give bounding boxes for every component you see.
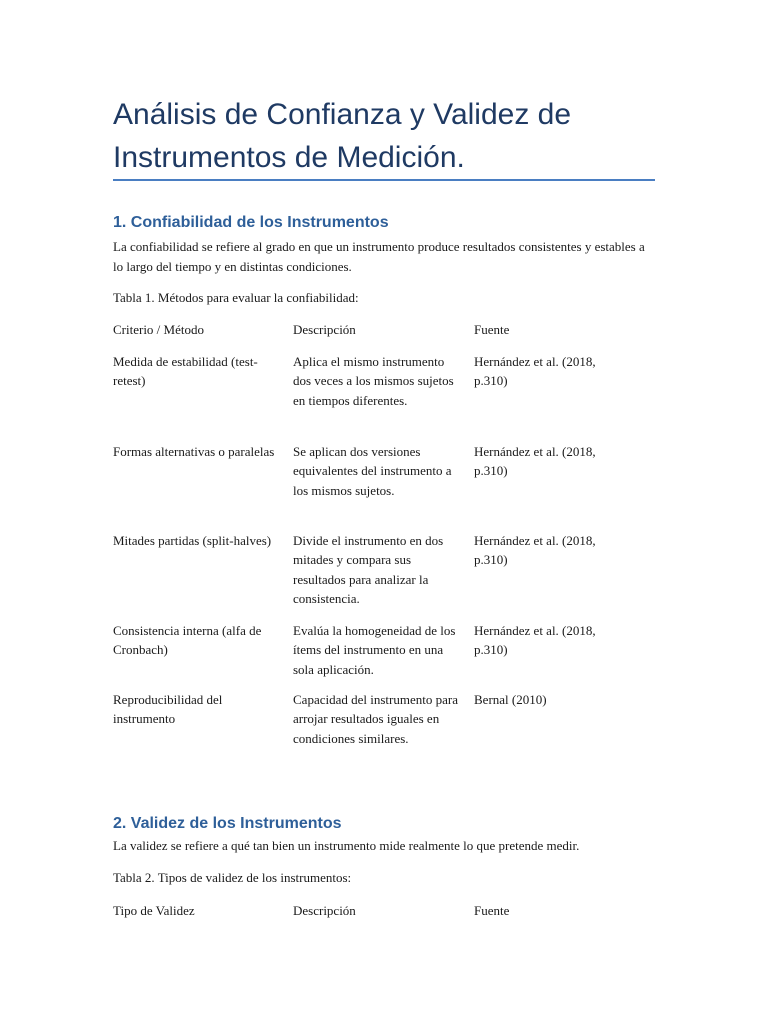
- document-title: Análisis de Confianza y Validez de Instrumentos de Medición.: [113, 98, 572, 174]
- title-underline: [113, 179, 655, 181]
- table2-header-cell: Descripción: [293, 903, 356, 918]
- table1-cell-method: Medida de estabilidad (test-retest): [113, 354, 258, 389]
- table1-cell-source: Hernández et al. (2018, p.310): [474, 623, 596, 658]
- table1-cell-method: Formas alternativas o paralelas: [113, 444, 275, 459]
- section1-heading: 1. Confiabilidad de los Instrumentos: [113, 214, 389, 231]
- table1-header-cell: Descripción: [293, 322, 356, 337]
- section2-paragraph: La validez se refiere a qué tan bien un instrumento mide realmente lo que pretende medir.: [113, 838, 580, 853]
- table2-header-cell: Fuente: [474, 903, 510, 918]
- table1-cell-source: Hernández et al. (2018, p.310): [474, 533, 596, 568]
- table2-caption: Tabla 2. Tipos de validez de los instrumentos:: [113, 870, 352, 885]
- table1-cell-description: Divide el instrumento en dos mitades y compara sus resultados para analizar la consistencia.: [293, 533, 444, 607]
- table1-caption: Tabla 1. Métodos para evaluar la confiabilidad:: [113, 290, 359, 305]
- table1-cell-source: Hernández et al. (2018, p.310): [474, 354, 596, 389]
- table1-cell-method: Mitades partidas (split-halves): [113, 533, 272, 548]
- table1-cell-method: Consistencia interna (alfa de Cronbach): [113, 623, 262, 658]
- table1-cell-description: Evalúa la homogeneidad de los ítems del instrumento en una sola aplicación.: [293, 623, 456, 677]
- section1-paragraph: La confiabilidad se refiere al grado en que un instrumento produce resultados consistentes y estables a lo largo del tiempo y en distintas condiciones.: [113, 239, 645, 274]
- table2-header-cell: Tipo de Validez: [113, 903, 195, 918]
- table1-header-cell: Criterio / Método: [113, 322, 204, 337]
- section2-heading: 2. Validez de los Instrumentos: [113, 815, 342, 832]
- table1-cell-description: Aplica el mismo instrumento dos veces a los mismos sujetos en tiempos diferentes.: [293, 354, 454, 408]
- table1-cell-description: Capacidad del instrumento para arrojar resultados iguales en condiciones similares.: [293, 692, 458, 746]
- table1-cell-source: Bernal (2010): [474, 692, 547, 707]
- table1-cell-method: Reproducibilidad del instrumento: [113, 692, 223, 727]
- table1-cell-source: Hernández et al. (2018, p.310): [474, 444, 596, 479]
- table1-cell-description: Se aplican dos versiones equivalentes del instrumento a los mismos sujetos.: [293, 444, 452, 498]
- table1-header-cell: Fuente: [474, 322, 510, 337]
